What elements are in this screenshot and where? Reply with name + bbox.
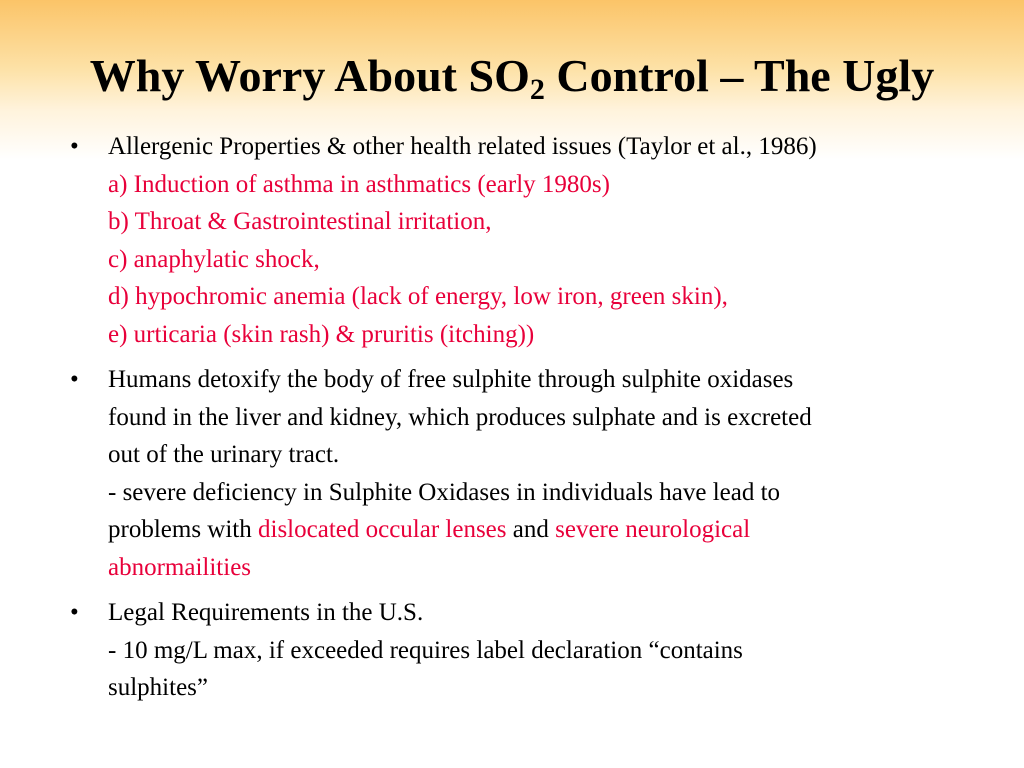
subitem-throat-irritation: b) Throat & Gastrointestinal irritation, [108,208,492,235]
bullet-marker: • [70,366,79,393]
bullet-allergenic-properties [70,128,1010,353]
bullet-legal-requirements [70,594,1010,707]
bullet-line: found in the liver and kidney, which produces sulphate and is excreted [108,403,812,431]
bullet-heading: Allergenic Properties & other health related issues (Taylor et al., 1986) [108,133,817,160]
slide-title [0,50,1024,106]
subitem-asthma: a) Induction of asthma in asthmatics (early 1980s) [108,170,610,198]
bullet-marker: • [70,599,79,626]
mixed-line [108,511,1010,549]
highlight-lenses: dislocated occular lenses [258,516,507,543]
plain-text: and [506,516,556,543]
bullet-line: - severe deficiency in Sulphite Oxidases in individuals have lead to [108,478,781,506]
bullet-marker: • [70,133,79,160]
title-suffix: Control – The Ugly [544,50,935,101]
bullet-line: - 10 mg/L max, if exceeded requires label declaration “contains [108,636,743,664]
slide-body [70,128,1010,715]
highlight-neurological: severe neurological [555,516,751,543]
bullet-line: out of the urinary tract. [108,441,340,468]
subitem-anemia: d) hypochromic anemia (lack of energy, low iron, green skin), [108,283,728,310]
bullet-line: Humans detoxify the body of free sulphite through sulphite oxidases [108,366,794,393]
subitem-urticaria: e) urticaria (skin rash) & pruritis (itching)) [108,320,535,348]
title-subscript: 2 [529,73,545,106]
bullet-line: sulphites” [108,674,208,701]
plain-text: problems with [108,516,258,543]
title-prefix: Why Worry About SO [89,50,530,101]
bullet-detoxify [70,361,1010,586]
bullet-line: Legal Requirements in the U.S. [108,599,424,626]
highlight-abnormalities: abnormailities [108,553,252,581]
subitem-anaphylatic-shock: c) anaphylatic shock, [108,245,320,273]
